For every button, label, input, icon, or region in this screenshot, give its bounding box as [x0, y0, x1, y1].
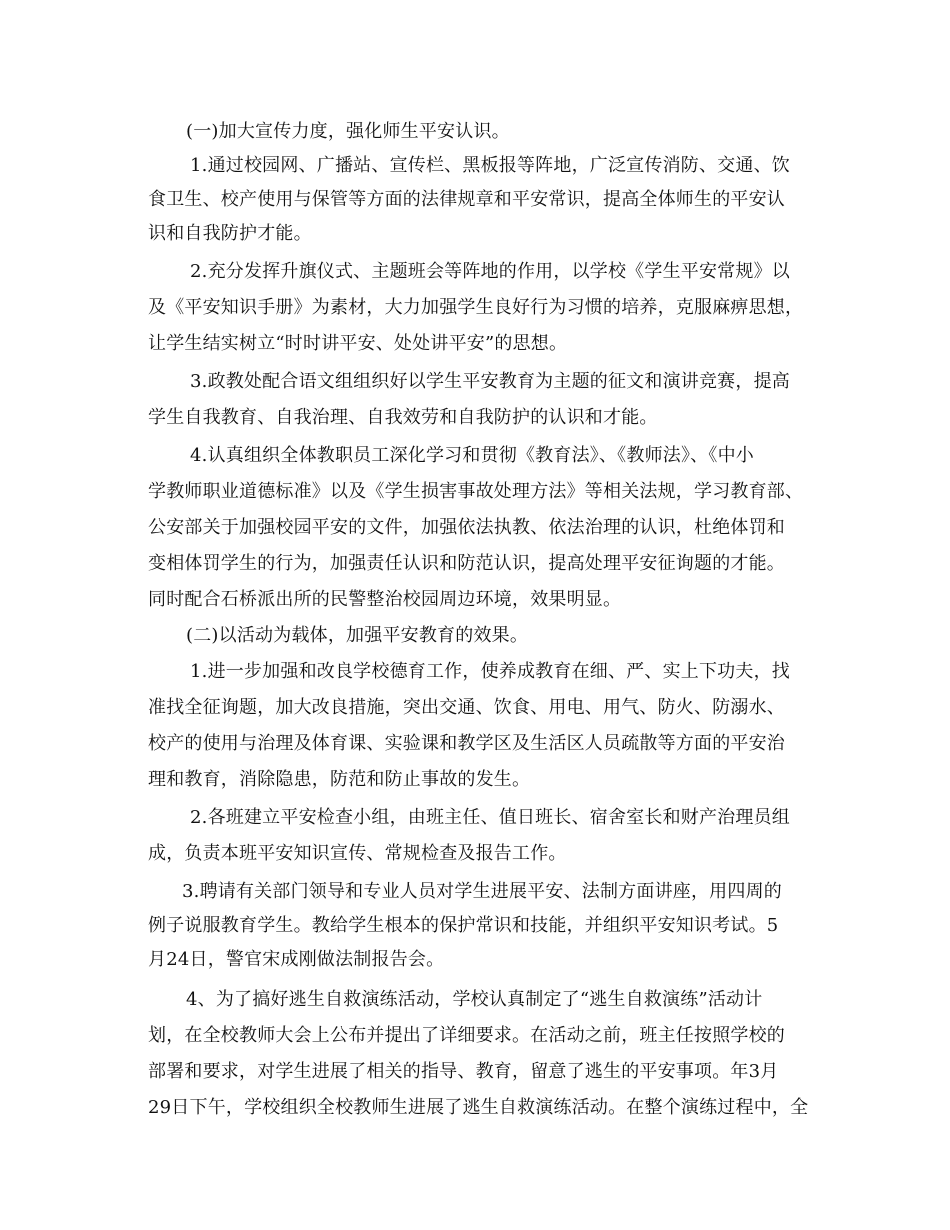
- paragraph-line: 同时配合石桥派出所的民警整治校园周边环境，效果明显。: [148, 589, 622, 610]
- paragraph-line: 部署和要求，对学生进展了相关的指导、教育，留意了逃生的平安事项。年3月: [148, 1061, 779, 1082]
- paragraph-line: 2.充分发挥升旗仪式、主题班会等阵地的作用，以学校《学生平安常规》以: [190, 261, 790, 282]
- paragraph-line: 理和教育，消除隐患，防范和防止事故的发生。: [148, 769, 531, 790]
- paragraph-line: 食卫生、校产使用与保管等方面的法律规章和平安常识，提高全体师生的平安认: [148, 189, 785, 210]
- paragraph-line: 校产的使用与治理及体育课、实验课和教学区及生活区人员疏散等方面的平安治: [148, 733, 785, 754]
- paragraph-line: 及《平安知识手册》为素材，大力加强学生良好行为习惯的培养，克服麻痹思想，: [148, 297, 804, 318]
- paragraph-line: 29日下午，学校组织全校教师生进展了逃生自救演练活动。在整个演练过程中，全: [148, 1097, 809, 1118]
- paragraph-line: 月24日，警官宋成刚做法制报告会。: [148, 949, 445, 970]
- paragraph-line: 成，负责本班平安知识宣传、常规检查及报告工作。: [148, 843, 567, 864]
- paragraph-line: 3.政教处配合语文组组织好以学生平安教育为主题的征文和演讲竞赛，提高: [190, 371, 790, 392]
- paragraph-line: 1.通过校园网、广播站、宣传栏、黑板报等阵地，广泛宣传消防、交通、饮: [190, 155, 790, 176]
- paragraph-line: 识和自我防护才能。: [148, 223, 312, 244]
- paragraph-line: 1.进一步加强和改良学校德育工作，使养成教育在细、严、实上下功夫，找: [190, 661, 790, 682]
- paragraph-line: 变相体罚学生的行为，加强责任认识和防范认识，提高处理平安征询题的才能。: [148, 553, 785, 574]
- paragraph-line: 4、为了搞好逃生自救演练活动，学校认真制定了“逃生自救演练”活动计: [186, 989, 763, 1010]
- paragraph-line: 准找全征询题，加大改良措施，突出交通、饮食、用电、用气、防火、防溺水、: [148, 697, 785, 718]
- paragraph-line: 3.聘请有关部门领导和专业人员对学生进展平安、法制方面讲座，用四周的: [182, 881, 782, 902]
- paragraph-line: 划，在全校教师大会上公布并提出了详细要求。在活动之前，班主任按照学校的: [148, 1025, 785, 1046]
- paragraph-line: 4.认真组织全体教职员工深化学习和贯彻《教育法》、《教师法》、《中小: [190, 445, 754, 466]
- paragraph-line: 例子说服教育学生。教给学生根本的保护常识和技能，并组织平安知识考试。5: [148, 915, 779, 936]
- section-heading-two: (二)以活动为载体，加强平安教育的效果。: [186, 625, 529, 646]
- section-heading-one: (一)加大宣传力度，强化师生平安认识。: [186, 121, 510, 142]
- paragraph-line: 学教师职业道德标准》以及《学生损害事故处理方法》等相关法规，学习教育部、: [148, 481, 804, 502]
- paragraph-line: 2.各班建立平安检查小组，由班主任、值日班长、宿舍室长和财产治理员组: [190, 807, 790, 828]
- paragraph-line: 让学生结实树立“时时讲平安、处处讲平安”的思想。: [148, 333, 568, 354]
- paragraph-line: 学生自我教育、自我治理、自我效劳和自我防护的认识和才能。: [148, 407, 658, 428]
- paragraph-line: 公安部关于加强校园平安的文件，加强依法执教、依法治理的认识，杜绝体罚和: [148, 517, 785, 538]
